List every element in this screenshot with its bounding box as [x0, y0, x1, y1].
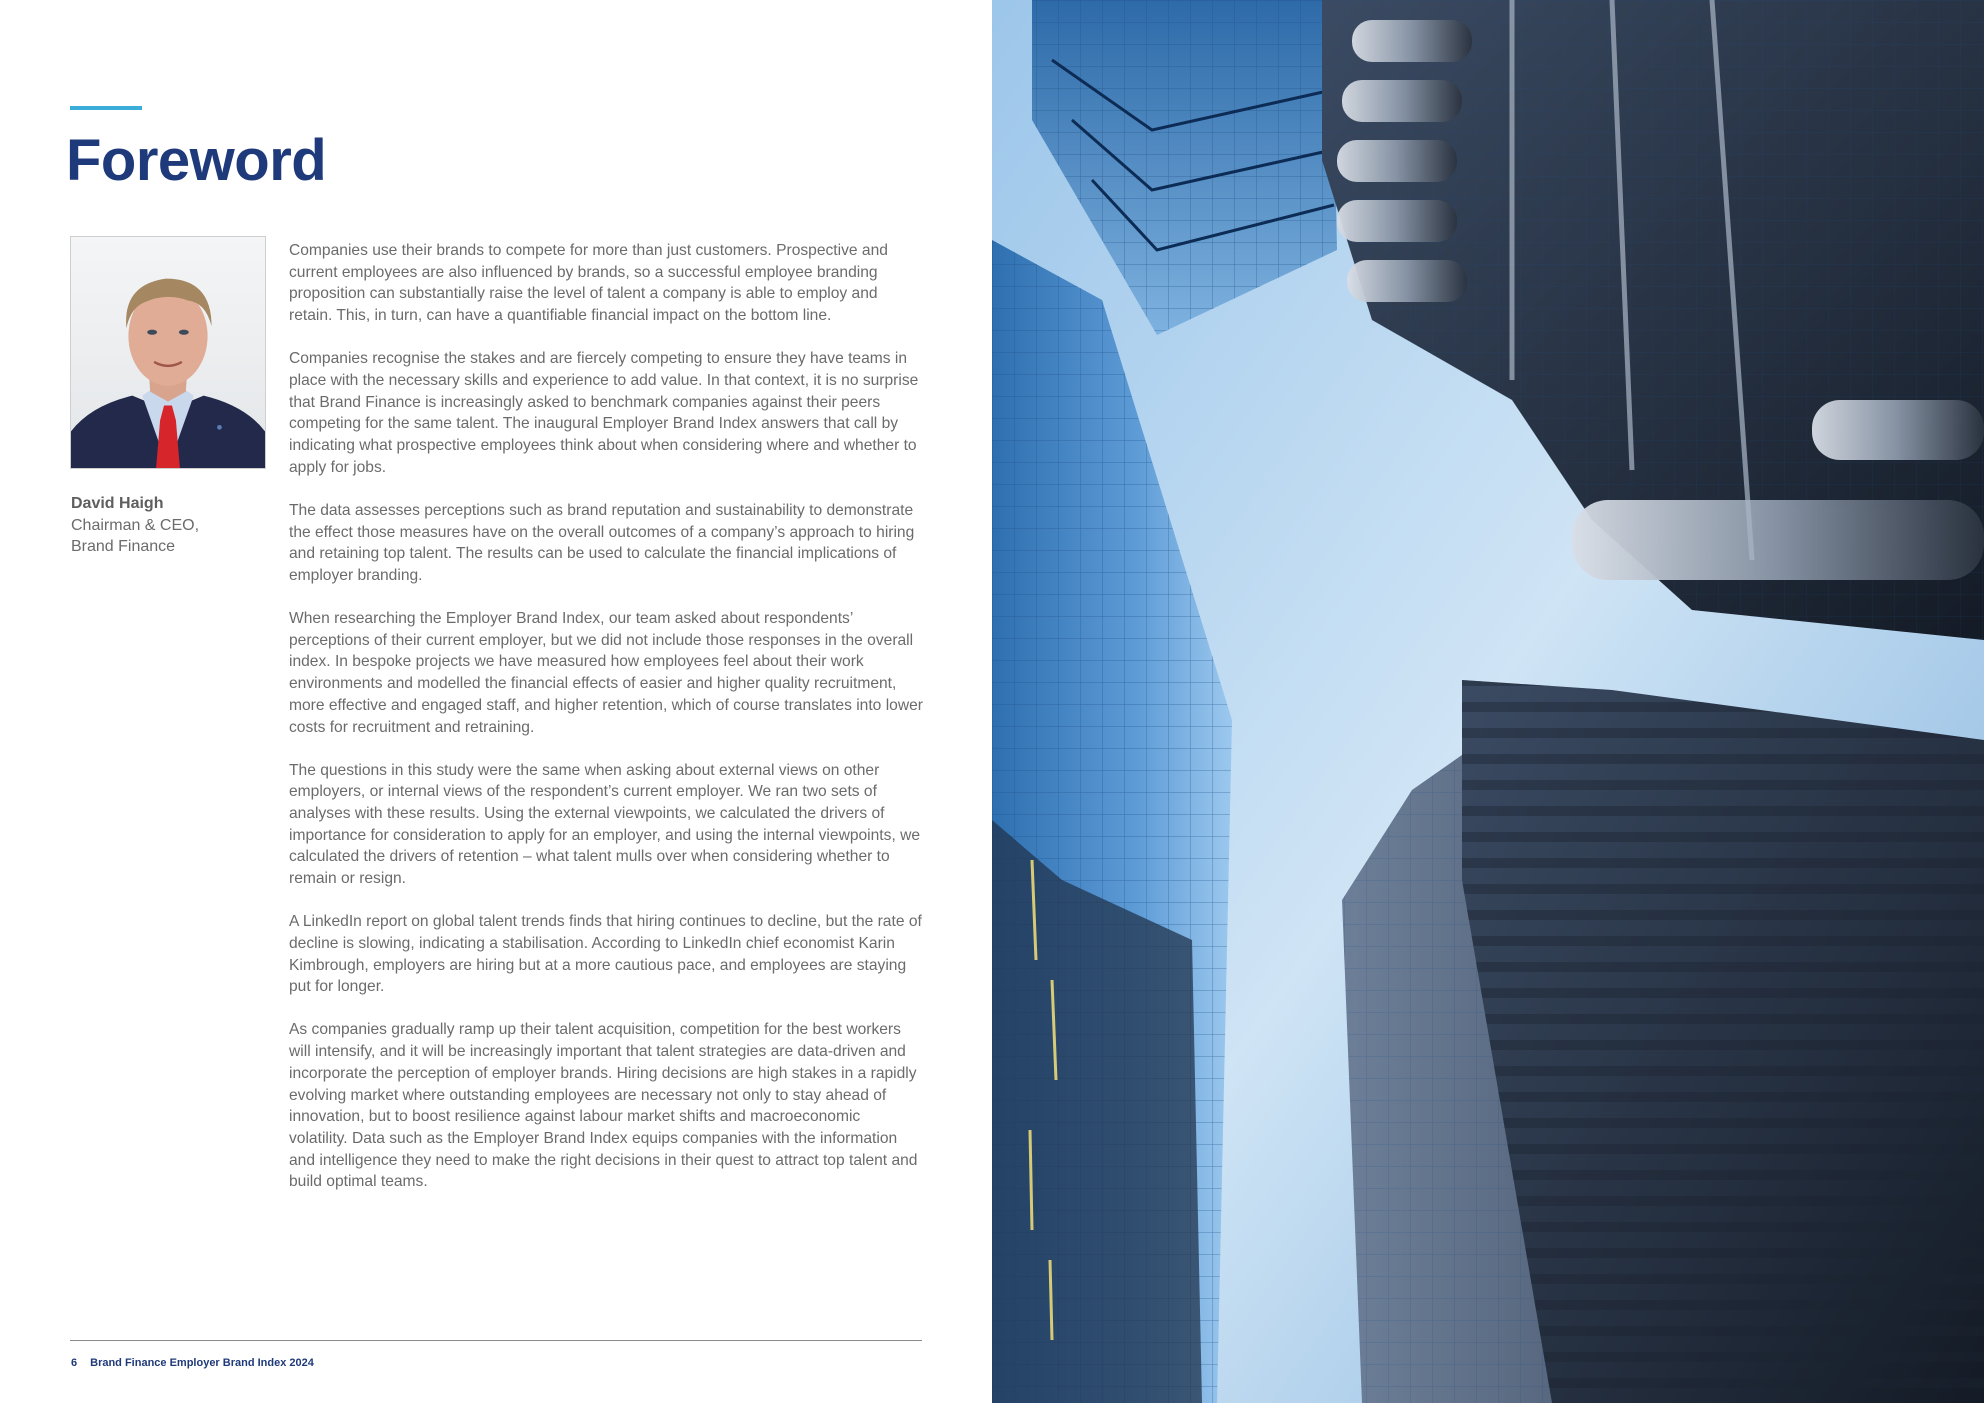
portrait-photo: [70, 236, 266, 469]
author-company: Brand Finance: [71, 538, 176, 555]
footer-publication: [71, 1357, 314, 1369]
author-role: Chairman & CEO,: [71, 516, 200, 534]
author-caption: [71, 493, 271, 558]
paragraph: A LinkedIn report on global talent trends finds that hiring continues to decline, but the rate of decline is slowing, indicating a stabilisation. According to LinkedIn chief economist Karin Kimbrough, employers are hiring but at a more cautious pace, and employees are staying put for longer.: [289, 913, 922, 996]
paragraph: When researching the Employer Brand Index, our team asked about respondents’ perceptions of their current employer, but we did not include those responses in the overall index. In bespoke projects we have measured how employees feel about their work environments and modelled the financial effects of easier and higher quality recruitment, more effective and engaged staff, and higher retention, which of course translates into lower costs for recruitment and retraining.: [289, 610, 923, 736]
page-number: 6: [71, 1357, 78, 1369]
paragraph: Companies use their brands to compete for more than just customers. Prospective and current employees are also influenced by brands, so a successful employee branding proposition can substantially raise the level of talent a company is able to employ and retain. This, in turn, can have a quantifiable financial impact on the bottom line.: [289, 242, 888, 325]
author-name: David Haigh: [71, 495, 164, 512]
paragraph: Companies recognise the stakes and are fiercely competing to ensure they have teams in place with the necessary skills and experience to add value. In that context, it is no surprise that Brand Finance is increasingly asked to benchmark companies against their peers competing for the same talent. The inaugural Employer Brand Index answers that call by indicating what prospective employees think about when considering where and whether to apply for jobs.: [289, 350, 919, 476]
foreword-body: [289, 240, 923, 1214]
publication-title: Brand Finance Employer Brand Index 2024: [90, 1357, 314, 1369]
page-title: Foreword: [66, 128, 327, 193]
skyscrapers-photo: [992, 0, 1984, 1403]
paragraph: The data assesses perceptions such as brand reputation and sustainability to demonstrate the effect those measures have on the overall outcomes of a company’s approach to hiring and retaining top talent. The results can be used to calculate the financial implications of employer branding.: [289, 501, 915, 584]
accent-rule: [70, 106, 142, 110]
paragraph: The questions in this study were the same when asking about external views on other employers, or internal views of the respondent’s current employer. We ran two sets of analyses with these results. Using the external viewpoints, we calculated the drivers of importance for consideration to apply for an employer, and using the internal viewpoints, we calculated the drivers of retention – what talent mulls over when considering whether to remain or resign.: [289, 761, 921, 888]
paragraph: As companies gradually ramp up their talent acquisition, competition for the best workers will intensify, and it will be increasingly important that talent strategies are data-driven and incorporate the perception of employer brands. Hiring decisions are high stakes in a rapidly evolving market where outstanding employees are necessary not only to stay ahead of innovation, but to boost resilience against labour market shifts and macroeconomic volatility. Data such as the Employer Brand Index equips companies with the information and intelligence they need to make the right decisions in their quest to attract top talent and build optimal teams.: [289, 1021, 918, 1191]
footer-divider: [70, 1340, 922, 1341]
